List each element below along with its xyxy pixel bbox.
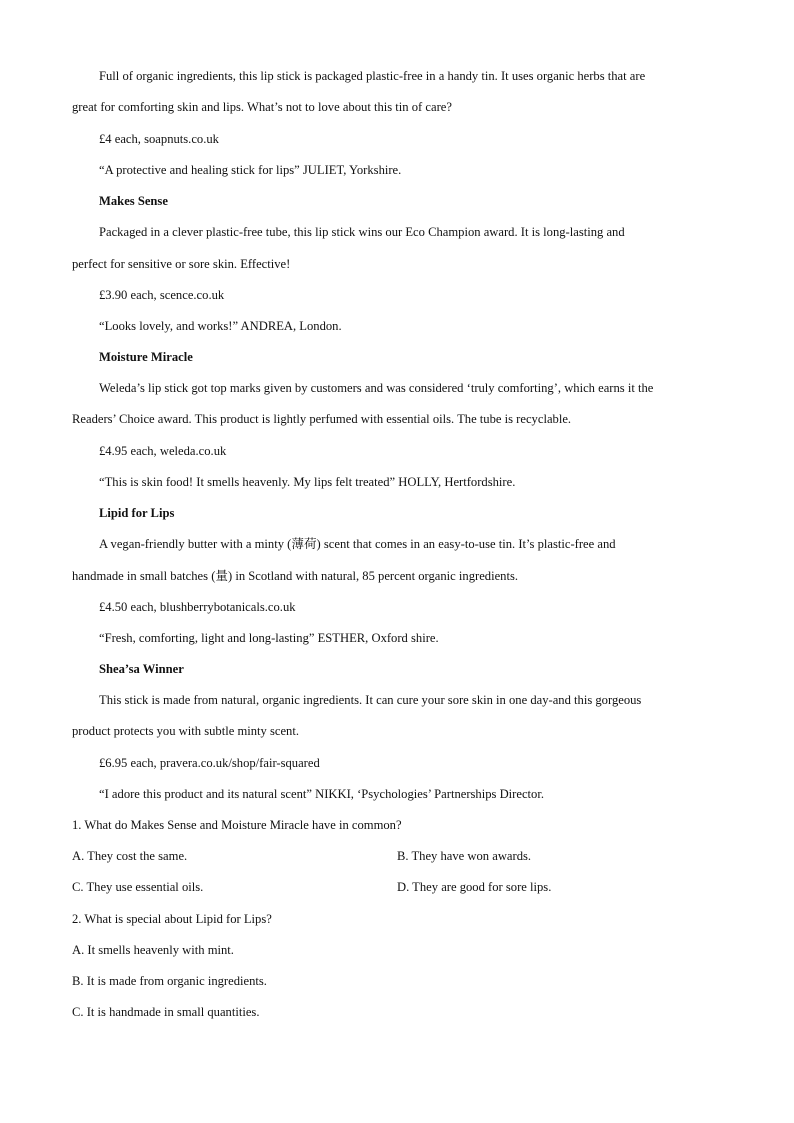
paragraph-line: Weleda’s lip stick got top marks given by customers and was considered ‘truly comforting’, which earns it the bbox=[99, 381, 654, 395]
price-line: £4 each, soapnuts.co.uk bbox=[99, 132, 219, 146]
answer-option: C. It is handmade in small quantities. bbox=[72, 1005, 260, 1019]
paragraph-line: handmade in small batches (量) in Scotland with natural, 85 percent organic ingredients. bbox=[72, 569, 519, 583]
paragraph-line: A vegan-friendly butter with a minty (薄荷) scent that comes in an easy-to-use tin. It’s plastic-free and bbox=[99, 537, 616, 551]
price-line: £4.95 each, weleda.co.uk bbox=[99, 444, 227, 458]
quote-line: “I adore this product and its natural scent” NIKKI, ‘Psychologies’ Partnerships Director. bbox=[99, 787, 544, 801]
paragraph-line: This stick is made from natural, organic ingredients. It can cure your sore skin in one day-and this gorgeous bbox=[99, 693, 642, 707]
paragraph-line: Packaged in a clever plastic-free tube, this lip stick wins our Eco Champion award. It is long-lasting and bbox=[99, 225, 625, 239]
answer-option: B. It is made from organic ingredients. bbox=[72, 974, 267, 988]
answer-option: B. They have won awards. bbox=[397, 849, 532, 863]
quote-line: “Fresh, comforting, light and long-lasting” ESTHER, Oxford shire. bbox=[99, 631, 439, 645]
section-title: Lipid for Lips bbox=[99, 506, 175, 520]
quote-line: “A protective and healing stick for lips” JULIET, Yorkshire. bbox=[99, 163, 402, 177]
answer-option: A. It smells heavenly with mint. bbox=[72, 943, 234, 957]
answer-option: A. They cost the same. bbox=[72, 849, 188, 863]
section-title: Moisture Miracle bbox=[99, 350, 193, 364]
question-stem: 2. What is special about Lipid for Lips? bbox=[72, 912, 272, 926]
price-line: £6.95 each, pravera.co.uk/shop/fair-squared bbox=[99, 756, 320, 770]
quote-line: “This is skin food! It smells heavenly. My lips felt treated” HOLLY, Hertfordshire. bbox=[99, 475, 516, 489]
paragraph-line: product protects you with subtle minty scent. bbox=[72, 724, 300, 738]
paragraph-line: Readers’ Choice award. This product is lightly perfumed with essential oils. The tube is recyclable. bbox=[72, 412, 572, 426]
quote-line: “Looks lovely, and works!” ANDREA, London. bbox=[99, 319, 342, 333]
question-stem: 1. What do Makes Sense and Moisture Miracle have in common? bbox=[72, 818, 402, 832]
price-line: £3.90 each, scence.co.uk bbox=[99, 288, 225, 302]
section-title: Shea’sa Winner bbox=[99, 662, 184, 676]
answer-option: C. They use essential oils. bbox=[72, 880, 204, 894]
paragraph-line: perfect for sensitive or sore skin. Effective! bbox=[72, 257, 291, 271]
paragraph-line: great for comforting skin and lips. What’s not to love about this tin of care? bbox=[72, 100, 452, 114]
paragraph-line: Full of organic ingredients, this lip stick is packaged plastic-free in a handy tin. It uses organic herbs that are bbox=[99, 69, 646, 83]
price-line: £4.50 each, blushberrybotanicals.co.uk bbox=[99, 600, 296, 614]
section-title: Makes Sense bbox=[99, 194, 168, 208]
answer-option: D. They are good for sore lips. bbox=[397, 880, 552, 894]
